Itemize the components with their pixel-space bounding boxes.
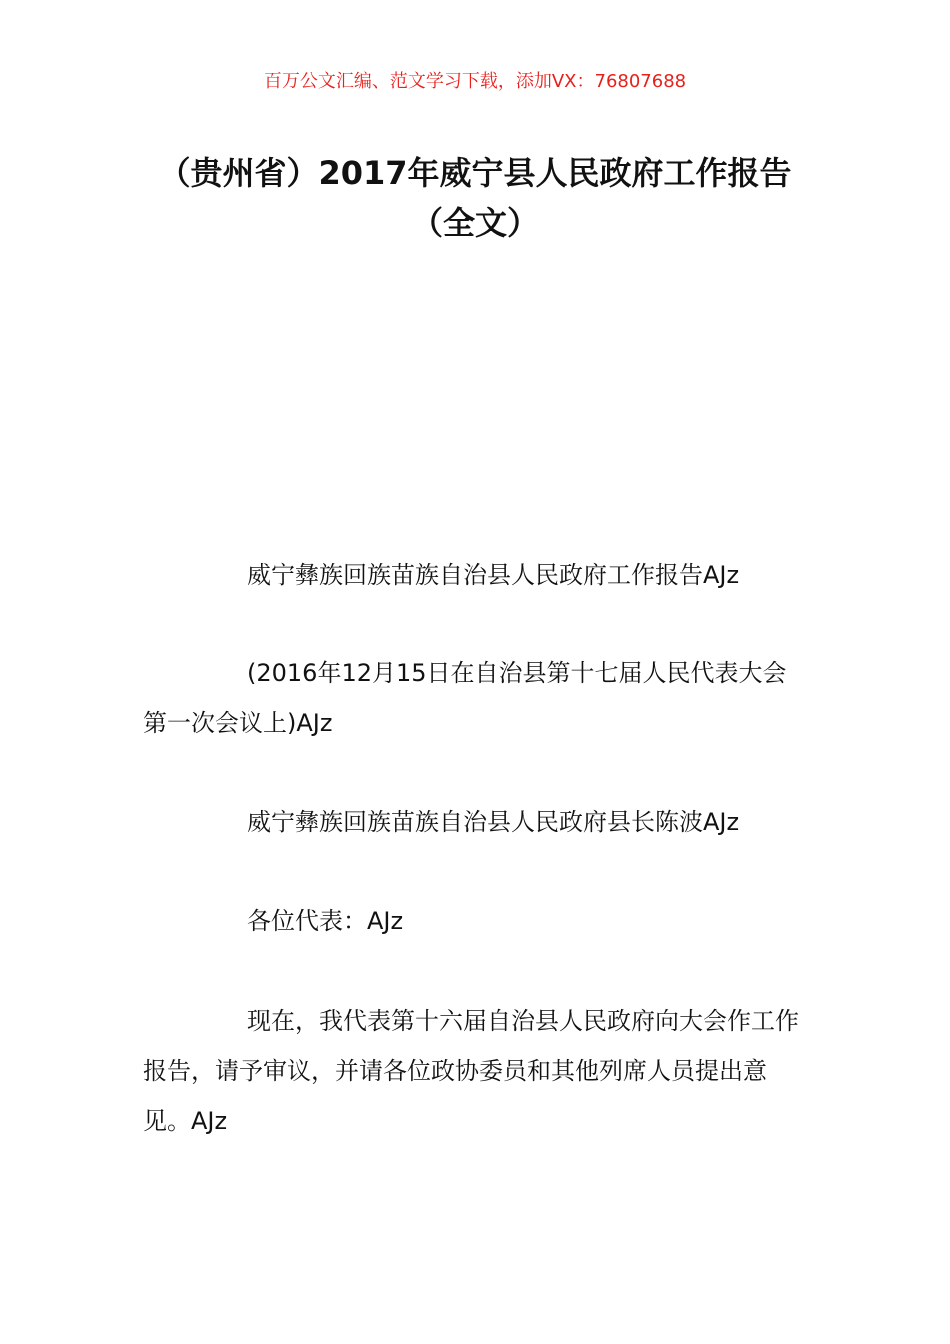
document-title: （贵州省）2017年威宁县人民政府工作报告（全文） [158, 154, 792, 242]
paragraph-text: 各位代表：AJz [247, 907, 404, 935]
paragraph-salutation [143, 896, 809, 946]
paragraph-text: 威宁彝族回族苗族自治县人民政府工作报告AJz [247, 561, 740, 589]
paragraph-text: (2016年12月15日在自治县第十七届人民代表大会第一次会议上)AJz [143, 659, 787, 737]
paragraph-meeting-date [143, 648, 809, 748]
paragraph-text: 威宁彝族回族苗族自治县人民政府县长陈波AJz [247, 808, 740, 836]
paragraph-government-report-heading [143, 550, 809, 600]
header-banner: 百万公文汇编、范文学习下载，添加VX：76807688 [263, 71, 687, 92]
paragraph-speaker [143, 797, 809, 847]
paragraph-text: 现在，我代表第十六届自治县人民政府向大会作工作报告，请予审议，并请各位政协委员和其他列席人员提出意见。AJz [143, 1007, 799, 1135]
paragraph-opening [143, 996, 809, 1146]
